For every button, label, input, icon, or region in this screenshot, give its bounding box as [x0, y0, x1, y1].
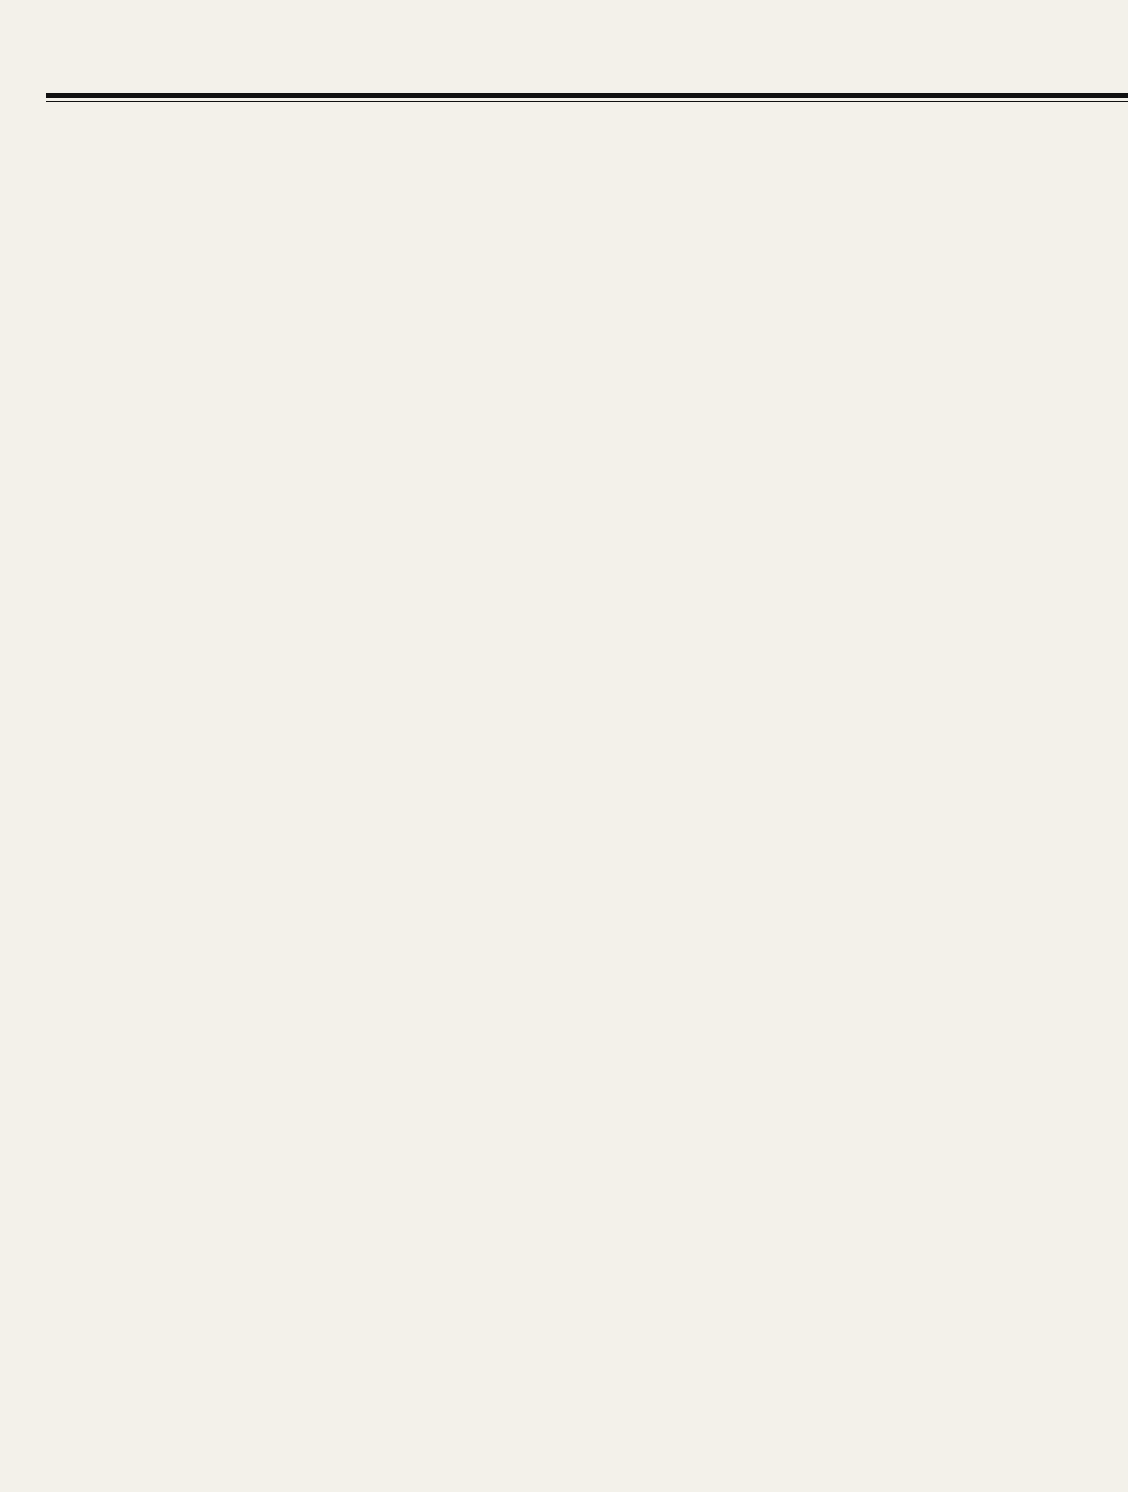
- top-rule-thick: [46, 93, 1128, 98]
- top-rule-thin: [46, 101, 1128, 102]
